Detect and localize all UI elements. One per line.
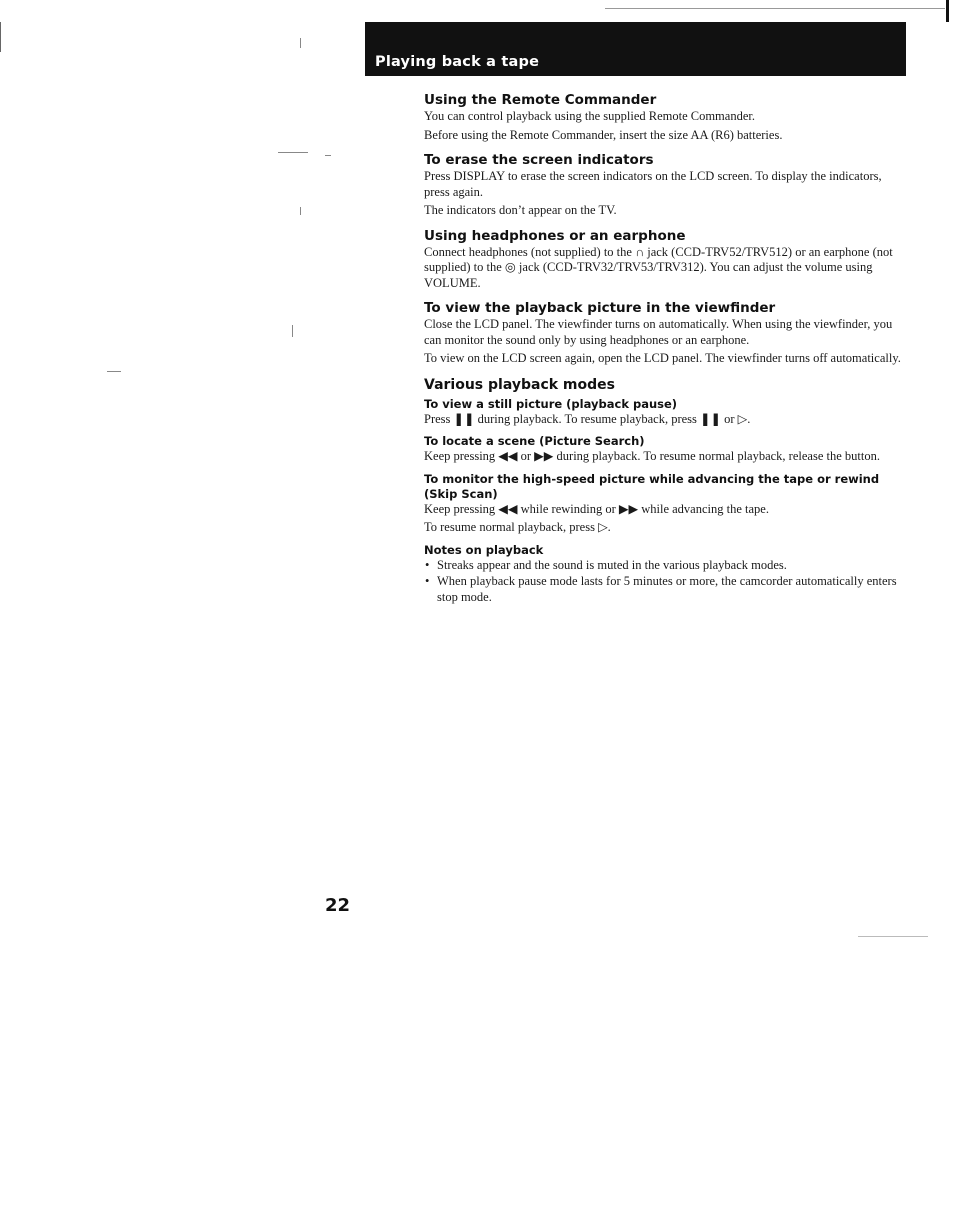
mode-subheading: To monitor the high-speed picture while advancing the tape or rewind (Skip Scan) bbox=[424, 471, 880, 501]
section-heading: Using the Remote Commander bbox=[424, 92, 657, 108]
scan-speck bbox=[300, 38, 301, 48]
section-title: Playing back a tape bbox=[375, 54, 540, 70]
body-paragraph: Before using the Remote Commander, insert the size AA (R6) batteries. bbox=[424, 127, 783, 142]
body-paragraph: Close the LCD panel. The viewfinder turns on automatically. When using the viewfinder, you can monitor the sound only by using headphones or an earphone. bbox=[424, 317, 893, 347]
notes-heading: Notes on playback bbox=[424, 542, 544, 557]
section-header-bar bbox=[365, 22, 906, 76]
section-heading: To view the playback picture in the viewfinder bbox=[424, 300, 776, 316]
mode-subheading: To locate a scene (Picture Search) bbox=[424, 434, 645, 448]
body-paragraph: Keep pressing ◀◀ or ▶▶ during playback. To resume normal playback, release the button. bbox=[424, 449, 880, 463]
modes-heading: Various playback modes bbox=[424, 376, 615, 393]
section-headphones bbox=[424, 228, 908, 292]
body-paragraph: The indicators don’t appear on the TV. bbox=[424, 203, 617, 217]
list-item: • Streaks appear and the sound is muted in the various playback modes. bbox=[424, 558, 908, 574]
top-rule bbox=[605, 8, 945, 9]
page-number: 22 bbox=[325, 895, 351, 916]
body-paragraph: Press ❚❚ during playback. To resume playback, press ❚❚ or ▷. bbox=[424, 411, 751, 426]
section-heading: To erase the screen indicators bbox=[424, 152, 654, 168]
body-paragraph: Press DISPLAY to erase the screen indicators on the LCD screen. To display the indicators, press again. bbox=[424, 169, 882, 199]
left-edge-mark bbox=[0, 22, 1, 52]
scan-speck bbox=[858, 936, 928, 937]
body-paragraph: To view on the LCD screen again, open the LCD panel. The viewfinder turns off automatically. bbox=[424, 351, 901, 365]
scan-speck bbox=[107, 371, 121, 372]
scan-speck bbox=[300, 207, 301, 215]
body-paragraph: To resume normal playback, press ▷. bbox=[424, 520, 611, 534]
body-paragraph: Keep pressing ◀◀ while rewinding or ▶▶ while advancing the tape. bbox=[424, 501, 769, 516]
body-paragraph: You can control playback using the supplied Remote Commander. bbox=[424, 109, 755, 123]
section-erase-indicators bbox=[424, 152, 908, 219]
list-item: • When playback pause mode lasts for 5 minutes or more, the camcorder automatically enters stop mode. bbox=[424, 574, 908, 605]
section-remote-commander bbox=[424, 92, 908, 143]
scan-speck bbox=[278, 152, 308, 153]
section-playback-modes bbox=[424, 376, 908, 606]
main-content bbox=[424, 92, 908, 606]
mode-subheading: To view a still picture (playback pause) bbox=[424, 396, 678, 411]
body-paragraph: Connect headphones (not supplied) to the ∩ jack (CCD-TRV52/TRV512) or an earphone (not supplied) to the ◎ jack (CCD-TRV32/TRV53/TRV312). You can adjust the volume using VOLUME. bbox=[424, 244, 893, 290]
scan-speck bbox=[292, 325, 293, 337]
notes-list bbox=[424, 558, 908, 606]
section-heading: Using headphones or an earphone bbox=[424, 227, 686, 244]
scan-speck bbox=[325, 155, 331, 156]
corner-mark bbox=[946, 0, 949, 22]
section-viewfinder bbox=[424, 300, 908, 367]
